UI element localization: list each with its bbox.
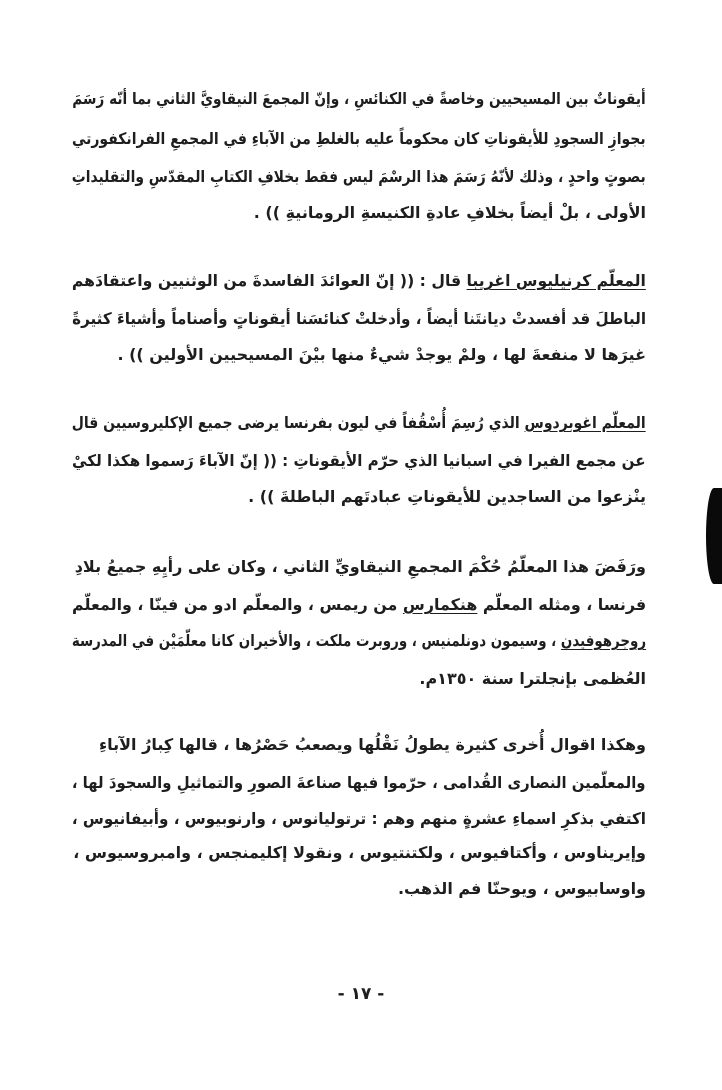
text-line: المعلّم كرنيليوس اغريبا قال : (( إنّ العوائدَ الفاسدةَ من الوثنيين واعتقادَهم bbox=[72, 271, 646, 290]
text-line: وهكذا اقوال أُخرى كثيرة يطولُ نَقْلُها ويصعبُ حَصْرُها ، قالها كِبارُ الآباءِ bbox=[98, 735, 646, 754]
text-line: واوسابيوس ، ويوحنّا فم الذهب. bbox=[397, 879, 646, 898]
text-line: ورَفَضَ هذا المعلّمُ حُكْمَ المجمعِ النيقاويِّ الثاني ، وكان على رأيِهِ جميعُ بلادِ bbox=[74, 557, 646, 576]
page-number: - ١٧ - bbox=[337, 984, 385, 1004]
text-line: روجرهوفيدن ، وسيمون دونلمنيس ، وروبرت ملكت ، والأخيران كانا معلّمَيْن في المدرسة bbox=[71, 631, 646, 650]
text-line: بجوازِ السجودِ للأيقوناتِ كان محكوماً عليه بالغلطِ من الآباءِ في المجمعِ الفرانكفورتي bbox=[72, 129, 646, 148]
text-line: عن مجمع الفيرا في اسبانيا الذي حرّم الأيقوناتِ : (( إنّ الآباءَ رَسموا هكذا لكيْ bbox=[72, 451, 646, 470]
person-name: هنكمارس bbox=[402, 595, 478, 614]
text-line: أيقوناتٌ بين المسيحيين وخاصةً في الكنائسِ ، وإنّ المجمعَ النيقاويَّ الثاني بما أنّه رَسَمَ bbox=[72, 89, 646, 108]
text-line: غيرَها لا منفعةَ لها ، ولمْ يوجدْ شيءٌ منها بيْنَ المسيحيين الأولين )) . bbox=[117, 345, 646, 364]
person-name: المعلّم اغوبردوس bbox=[524, 413, 646, 432]
text-line: العُظمى بإنجلترا سنة ١٣٥٠م. bbox=[419, 669, 646, 688]
text-line: والمعلّمين النصارى القُدامى ، حرّموا فيها صناعةَ الصورِ والتماثيلِ والسجودَ لها ، bbox=[72, 773, 646, 792]
text-line: الباطلَ قد أفسدتْ ديانتَنا أيضاً ، وأدخلتْ كنائسَنا أيقوناتٍ وأصناماً وأشياءَ كثيرةً bbox=[72, 309, 646, 328]
text-line: الأولى ، بلْ أيضاً بخلافِ عادةِ الكنيسةِ الرومانيةِ )) . bbox=[253, 203, 646, 222]
text-line: ينْزعوا من الساجدين للأيقوناتِ عبادتَهم الباطلةَ )) . bbox=[248, 487, 646, 506]
text-line: المعلّم اغوبردوس الذي رُسِمَ أُسْقُفاً في ليون بفرنسا يرضى جميع الإكليروسيين قال bbox=[72, 413, 646, 432]
text-line: وإيريناوس ، وأكتافيوس ، ولكتنتيوس ، ونقولا إكليمنجس ، وامبروسيوس ، bbox=[73, 843, 646, 862]
text-line: فرنسا ، ومثله المعلّم هنكمارس من ريمس ، والمعلّم ادو من فينّا ، والمعلّم bbox=[71, 595, 646, 614]
text-line: اكتفي بذكرِ اسماءِ عشرةٍ منهم وهم : ترتوليانوس ، وارنوبيوس ، وأبيفانيوس ، bbox=[71, 809, 646, 828]
text-line: بصوتٍ واحدٍ ، وذلك لأنّهُ رَسَمَ هذا الرسْمَ ليس فقط بخلافِ الكتابِ المقدّسِ والتقليداتِ bbox=[72, 167, 646, 186]
scan-edge-shadow bbox=[706, 488, 722, 584]
person-name: روجرهوفيدن bbox=[560, 631, 646, 650]
person-name: المعلّم كرنيليوس اغريبا bbox=[466, 271, 646, 290]
